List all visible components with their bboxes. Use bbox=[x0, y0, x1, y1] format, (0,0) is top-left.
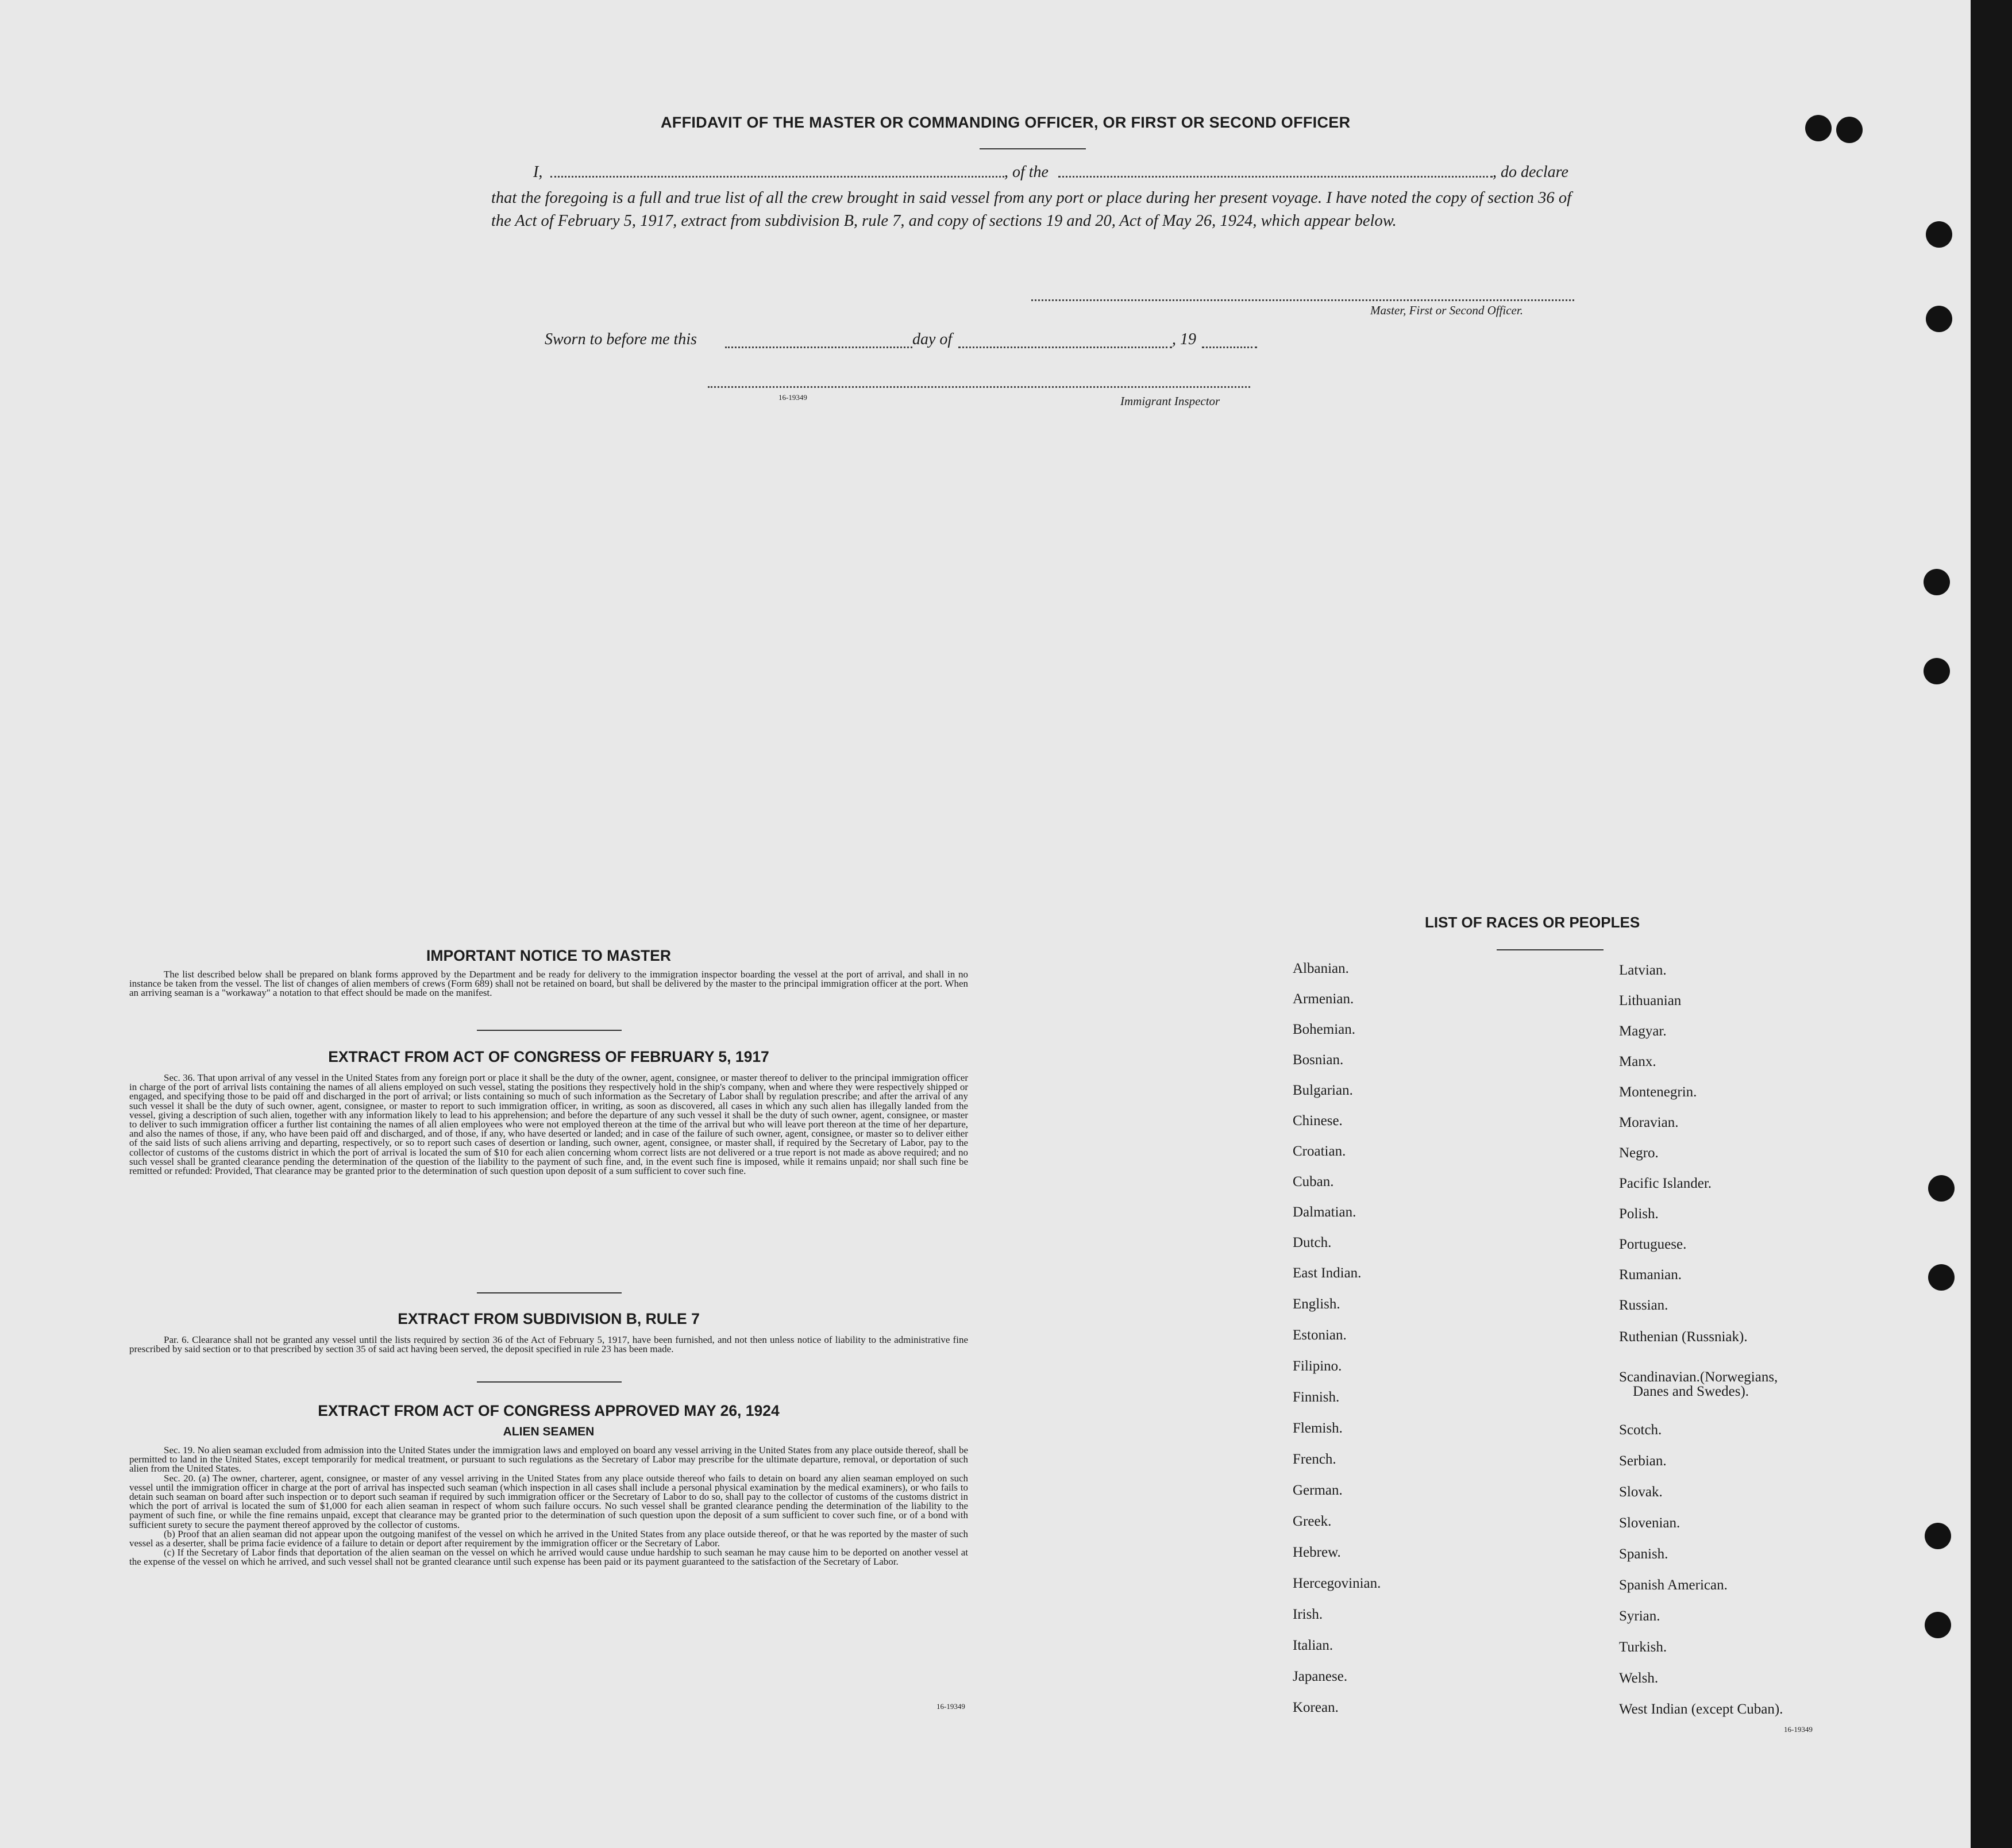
master-signature-field[interactable] bbox=[1031, 299, 1574, 301]
race-item: Scandinavian.(Norwegians, bbox=[1619, 1369, 1778, 1385]
punch-hole bbox=[1925, 1523, 1951, 1549]
extract-form-number: 16-19349 bbox=[936, 1702, 965, 1711]
race-item: Welsh. bbox=[1619, 1670, 1659, 1686]
race-item: Manx. bbox=[1619, 1054, 1656, 1069]
declarant-label: I, bbox=[533, 163, 543, 181]
sworn-year-field[interactable] bbox=[1202, 346, 1257, 348]
vessel-name-field[interactable] bbox=[1058, 176, 1493, 178]
sworn-label: Sworn to before me this bbox=[545, 330, 697, 348]
race-item: Spanish. bbox=[1619, 1546, 1668, 1562]
inspector-signature-field[interactable] bbox=[708, 386, 1250, 388]
race-item: Italian. bbox=[1293, 1638, 1333, 1653]
race-item: French. bbox=[1293, 1452, 1336, 1467]
race-item: Danes and Swedes). bbox=[1633, 1384, 1749, 1399]
race-item: Irish. bbox=[1293, 1607, 1323, 1622]
affidavit-form-number: 16-19349 bbox=[778, 393, 807, 402]
race-item: Bohemian. bbox=[1293, 1022, 1356, 1037]
affidavit-title: AFFIDAVIT OF THE MASTER OR COMMANDING OFFICER, OR FIRST OR SECOND OFFICER bbox=[661, 114, 1351, 131]
sworn-month-field[interactable] bbox=[958, 346, 1172, 348]
race-item: Albanian. bbox=[1293, 961, 1349, 976]
race-item: Filipino. bbox=[1293, 1358, 1342, 1374]
race-item: Dutch. bbox=[1293, 1235, 1332, 1250]
race-item: Russian. bbox=[1619, 1298, 1668, 1313]
punch-hole bbox=[1928, 1264, 1955, 1291]
race-item: Magyar. bbox=[1619, 1023, 1667, 1039]
notice-paragraph: The list described below shall be prepared on blank forms approved by the Department and be ready for delivery to the immigration inspector boarding the vessel at the port of arrival, and shall in no instance be taken from the vessel. The list of changes of alien members of crews (Form 689) shall not be retained on board, but shall be delivered by the master to the principal immigration officer at the port. When an arriving seaman is a "workaway" a notation to that effect should be made on the manifest. bbox=[129, 969, 968, 999]
race-item: West Indian (except Cuban). bbox=[1619, 1701, 1783, 1717]
punch-hole bbox=[1805, 115, 1832, 141]
race-item: Greek. bbox=[1293, 1514, 1332, 1529]
punch-hole bbox=[1928, 1175, 1955, 1202]
race-item: Chinese. bbox=[1293, 1113, 1343, 1129]
day-of-label: day of bbox=[912, 330, 953, 348]
race-item: Serbian. bbox=[1619, 1453, 1667, 1469]
race-item: Moravian. bbox=[1619, 1115, 1679, 1130]
race-item: Lithuanian bbox=[1619, 993, 1682, 1008]
sec-20a-paragraph: Sec. 20. (a) The owner, charterer, agent, consignee, or master of any vessel arriving in the United States from any place outside thereof who fails to detain on board any alien seaman employed on such vessel until the immigration officer in charge at the port of arrival has inspected such seaman (which inspection in all cases shall include a personal physical examination by the medical examiners), or who fails to detain such seaman on board after such inspection or to deport such seaman if required by such immigration officer or the Secretary of Labor to do so, shall pay to the collector of customs of the customs district in which the port of arrival is located the sum of $1,000 for each alien seaman in respect of whom such failure occurs. No such vessel shall be granted clearance pending the determination of the liability to the payment of such fine, or while the fine remains unpaid, except that clearance may be granted prior to the determination of such question upon the deposit of a sum sufficient to cover such fine, or of a bond with sufficient surety to secure the payment thereof approved by the collector of customs. bbox=[129, 1472, 968, 1530]
race-item: Croatian. bbox=[1293, 1144, 1346, 1159]
race-item: Latvian. bbox=[1619, 962, 1667, 978]
race-item: Hebrew. bbox=[1293, 1545, 1341, 1560]
section-divider bbox=[477, 1381, 622, 1383]
title-underline bbox=[980, 148, 1086, 149]
race-item: Japanese. bbox=[1293, 1669, 1348, 1684]
race-item: Flemish. bbox=[1293, 1420, 1343, 1436]
sec-20c-paragraph: (c) If the Secretary of Labor finds that deportation of the alien seaman on the vessel on which he arrived would cause undue hardship to such seaman he may cause him to be deported on another vessel at the expense of the vessel on which he arrived, and such vessel shall not be granted clearance until such expense has been paid or its payment guaranteed to the satisfaction of the Secretary of Labor. bbox=[129, 1547, 968, 1568]
notice-text bbox=[129, 970, 968, 998]
race-item: Cuban. bbox=[1293, 1174, 1334, 1189]
race-item: Korean. bbox=[1293, 1700, 1339, 1715]
race-item: Negro. bbox=[1619, 1145, 1659, 1161]
of-the-label: , of the bbox=[1004, 163, 1049, 181]
extract-rule7-paragraph: Par. 6. Clearance shall not be granted any vessel until the lists required by section 36 of the Act of February 5, 1917, have been furnished, and not then unless notice of liability to the administrative fine prescribed by said section or to that prescribed by section 35 of said act having been served, the deposit specified in rule 23 has been made. bbox=[129, 1334, 968, 1355]
race-item: Scotch. bbox=[1619, 1422, 1662, 1438]
extract-1917-title: EXTRACT FROM ACT OF CONGRESS OF FEBRUARY 5, 1917 bbox=[328, 1048, 769, 1065]
punch-hole bbox=[1926, 221, 1952, 248]
race-item: Bosnian. bbox=[1293, 1052, 1344, 1068]
extract-1917-paragraph: Sec. 36. That upon arrival of any vessel in the United States from any foreign port or place it shall be the duty of the owner, agent, consignee, or master thereof to deliver to the principal immigration officer in charge of the port of arrival lists containing the names of all aliens employed on such vessel, stating the positions they respectively hold in the ship's company, when and where they were respectively shipped or engaged, and specifying those to be paid off and discharged in the port of arrival; or lists containing so much of such information as the Secretary of Labor shall by regulation prescribe; and after the arrival of any such vessel it shall be the duty of such owner, agent, consignee, or master to report to such immigration officer, in writing, as soon as discovered, all cases in which any such alien has illegally landed from the vessel, giving a description of such alien, together with any information likely to lead to his apprehension; and before the departure of any such vessel it shall be the duty of such owner, agent, consignee, or master to deliver to such immigration officer a further list containing the names of all alien employees who were not employed thereon at the time of the arrival but who will leave port thereon at the time of her departure, and also the names of those, if any, who have been paid off and discharged, and of those, if any, who have deserted or landed; and in case of the failure of such owner, agent, consignee, or master so to deliver either of the said lists of such aliens arriving and departing, respectively, or so to report such cases of desertion or landing, such owner, agent, consignee, or master shall, if required by the Secretary of Labor, pay to the collector of customs of the customs district in which the port of arrival is located the sum of $10 for each alien concerning whom correct lists are not delivered or a true report is not made as above required; and no such vessel shall be granted clearance pending the determination of the question of the liability to the payment of such fine, and, in the event such fine is imposed, while it remains unpaid; nor shall such fine be remitted or refunded: Provided, That clearance may be granted prior to the determination of such question upon deposit of a sum sufficient to cover such fine. bbox=[129, 1072, 968, 1177]
race-item: Syrian. bbox=[1619, 1608, 1660, 1624]
sworn-day-field[interactable] bbox=[725, 346, 912, 348]
race-item: Slovenian. bbox=[1619, 1515, 1680, 1531]
sec-20b-paragraph: (b) Proof that an alien seaman did not appear upon the outgoing manifest of the vessel on which he arrived in the United States from any place outside thereof, or that he was reported by the master of such vessel as a deserter, shall be prima facie evidence of a failure to detain or deport after requirement by the immigration officer or the Secretary of Labor. bbox=[129, 1528, 968, 1549]
race-item: English. bbox=[1293, 1296, 1340, 1312]
section-divider bbox=[477, 1292, 622, 1293]
race-item: Portuguese. bbox=[1619, 1237, 1687, 1252]
race-item: East Indian. bbox=[1293, 1265, 1362, 1281]
race-item: Polish. bbox=[1619, 1206, 1659, 1222]
race-item: German. bbox=[1293, 1483, 1343, 1498]
race-item: Hercegovinian. bbox=[1293, 1576, 1381, 1591]
affidavit-body: that the foregoing is a full and true list of all the crew brought in said vessel from any port or place during her present voyage. I have noted the copy of section 36 of the Act of February 5, 1917, extract from subdivision B, rule 7, and copy of sections 19 and 20, Act of May 26, 1924, which appear below. bbox=[491, 189, 1571, 230]
sec-19-paragraph: Sec. 19. No alien seaman excluded from admission into the United States under the immigration laws and employed on board any vessel arriving in the United States from any place outside thereof, shall be permitted to land in the United States, except temporarily for medical treatment, or pursuant to such regulations as the Secretary of Labor may prescribe for the ultimate departure, removal, or deportation of such alien from the United States. bbox=[129, 1445, 968, 1474]
race-item: Rumanian. bbox=[1619, 1267, 1682, 1283]
race-item: Bulgarian. bbox=[1293, 1083, 1353, 1098]
year-prefix-label: , 19 bbox=[1172, 330, 1196, 348]
races-title: LIST OF RACES OR PEOPLES bbox=[1425, 914, 1640, 931]
punch-hole bbox=[1924, 658, 1950, 684]
do-declare-label: , do declare bbox=[1493, 163, 1568, 181]
declarant-name-field[interactable] bbox=[550, 176, 1004, 178]
punch-hole bbox=[1924, 569, 1950, 595]
race-item: Spanish American. bbox=[1619, 1577, 1728, 1593]
punch-hole bbox=[1925, 1612, 1951, 1638]
race-item: Slovak. bbox=[1619, 1484, 1663, 1500]
section-divider bbox=[477, 1030, 622, 1031]
race-item: Montenegrin. bbox=[1619, 1084, 1697, 1100]
races-form-number: 16-19349 bbox=[1784, 1725, 1813, 1734]
alien-seamen-subtitle: ALIEN SEAMEN bbox=[503, 1425, 595, 1438]
extract-rule7-title: EXTRACT FROM SUBDIVISION B, RULE 7 bbox=[398, 1310, 700, 1327]
race-item: Dalmatian. bbox=[1293, 1204, 1356, 1220]
race-item: Estonian. bbox=[1293, 1327, 1347, 1343]
race-item: Turkish. bbox=[1619, 1639, 1667, 1655]
master-caption: Master, First or Second Officer. bbox=[1370, 303, 1523, 317]
race-item: Pacific Islander. bbox=[1619, 1176, 1712, 1191]
extract-1917-text bbox=[129, 1073, 968, 1176]
races-title-underline bbox=[1497, 949, 1604, 950]
race-item: Finnish. bbox=[1293, 1389, 1340, 1405]
inspector-caption: Immigrant Inspector bbox=[1120, 394, 1220, 408]
race-item: Armenian. bbox=[1293, 991, 1354, 1007]
extract-1924-title: EXTRACT FROM ACT OF CONGRESS APPROVED MAY 26, 1924 bbox=[318, 1402, 780, 1419]
punch-hole bbox=[1926, 306, 1952, 332]
punch-hole bbox=[1836, 117, 1863, 143]
race-item: Ruthenian (Russniak). bbox=[1619, 1329, 1748, 1345]
extract-rule7-text bbox=[129, 1335, 968, 1354]
notice-title: IMPORTANT NOTICE TO MASTER bbox=[426, 947, 671, 964]
extract-1924-text bbox=[129, 1446, 968, 1567]
